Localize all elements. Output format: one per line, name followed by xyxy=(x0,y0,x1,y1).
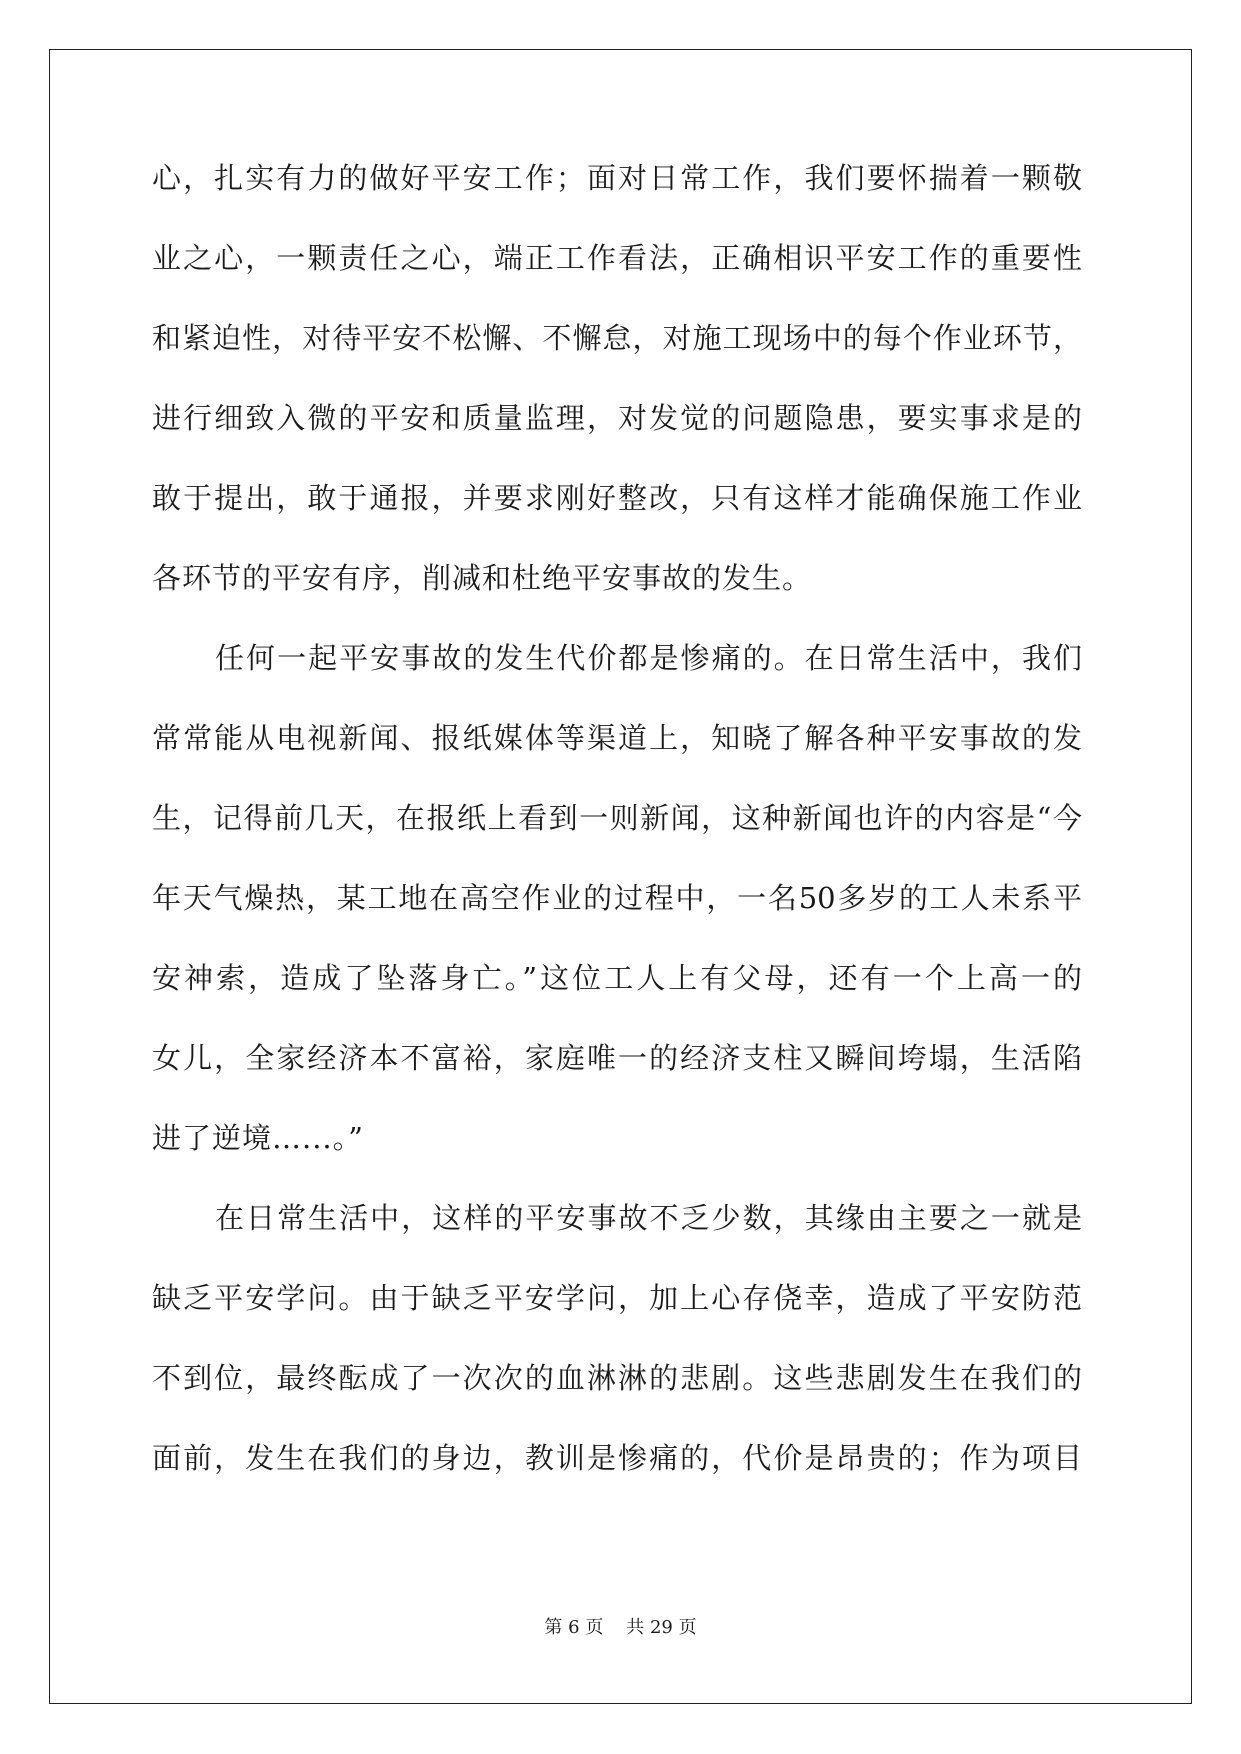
page-total: 共 29 页 xyxy=(626,1617,697,1638)
text-line: 敢于提出，敢于通报，并要求刚好整改，只有这样才能确保施工作业 xyxy=(152,481,1082,515)
text-line: 各环节的平安有序，削减和杜绝平安事故的发生。 xyxy=(152,561,813,595)
text-line: 在日常生活中，这样的平安事故不乏少数，其缘由主要之一就是 xyxy=(215,1201,1082,1235)
text-line: 常常能从电视新闻、报纸媒体等渠道上，知晓了解各种平安事故的发 xyxy=(152,721,1082,755)
text-line: 业之心，一颗责任之心，端正工作看法，正确相识平安工作的重要性 xyxy=(152,241,1082,275)
text-line: 缺乏平安学问。由于缺乏平安学问，加上心存侥幸，造成了平安防范 xyxy=(152,1281,1082,1315)
text-line: 和紧迫性，对待平安不松懈、不懈怠，对施工现场中的每个作业环节， xyxy=(152,321,1082,355)
text-line: 任何一起平安事故的发生代价都是惨痛的。在日常生活中，我们 xyxy=(215,641,1082,675)
text-line: 安神索，造成了坠落身亡。”这位工人上有父母，还有一个上高一的 xyxy=(152,961,1082,995)
page-footer xyxy=(0,1616,1241,1640)
page-number: 第 6 页 xyxy=(544,1617,604,1638)
text-line: 进了逆境…...。” xyxy=(152,1121,364,1155)
text-line: 进行细致入微的平安和质量监理，对发觉的问题隐患，要实事求是的 xyxy=(152,401,1082,435)
text-line: 心，扎实有力的做好平安工作；面对日常工作，我们要怀揣着一颗敬 xyxy=(152,161,1082,195)
text-line: 面前，发生在我们的身边，教训是惨痛的，代价是昂贵的；作为项目 xyxy=(152,1441,1082,1475)
text-line: 女儿，全家经济本不富裕，家庭唯一的经济支柱又瞬间垮塌，生活陷 xyxy=(152,1041,1082,1075)
text-line: 生，记得前几天，在报纸上看到一则新闻，这种新闻也许的内容是“今 xyxy=(152,801,1082,835)
text-line: 年天气燥热，某工地在高空作业的过程中，一名50多岁的工人未系平 xyxy=(152,881,1082,915)
text-line: 不到位，最终酝成了一次次的血淋淋的悲剧。这些悲剧发生在我们的 xyxy=(152,1361,1082,1395)
